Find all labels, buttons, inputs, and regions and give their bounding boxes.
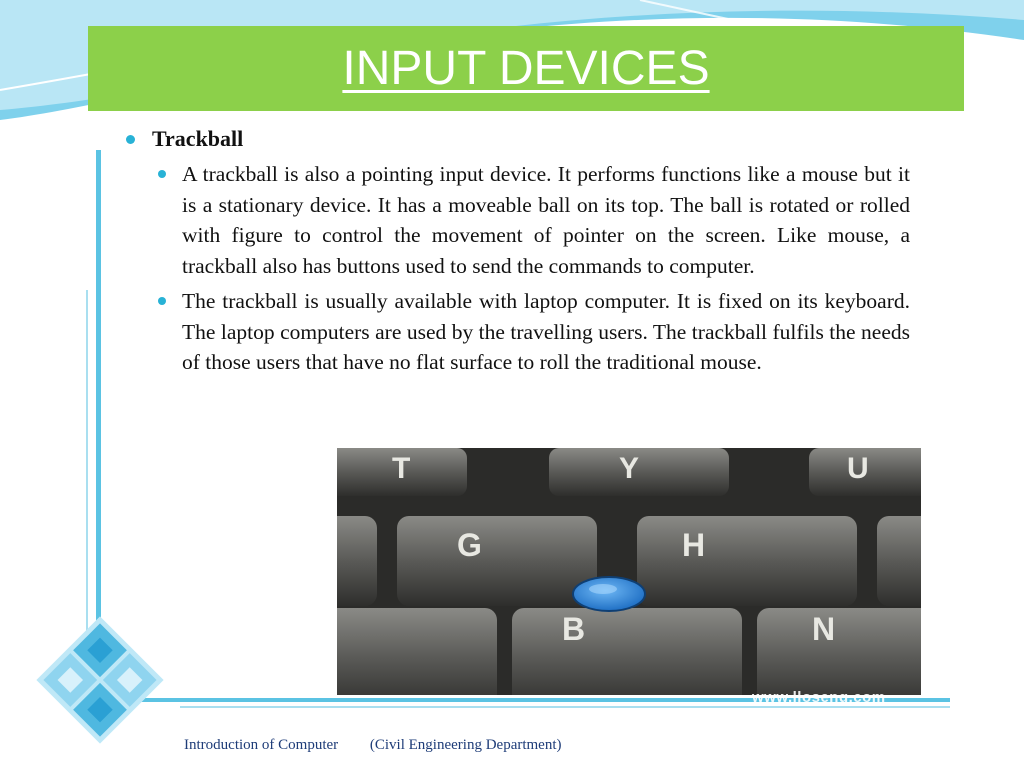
slide-footer [184, 737, 590, 754]
footer-department: (Civil Engineering Department) [369, 737, 562, 753]
bottom-accent-line [180, 706, 950, 708]
footer-course: Introduction of Computer [184, 737, 339, 753]
key-h-label: H [682, 527, 706, 563]
photo-watermark: www.lloseng.com [752, 689, 886, 706]
diamond-pattern-decoration [30, 610, 170, 750]
sub-bullet [152, 159, 910, 281]
title-band [88, 26, 964, 111]
bullet-dot-icon [158, 297, 166, 305]
bullet-dot-icon [158, 170, 166, 178]
key-t-label: T [392, 452, 411, 485]
trackball-keyboard-photo [337, 448, 921, 695]
bullet-text: A trackball is also a pointing input device. It performs functions like a mouse but it is a stationary device. It has a moveable ball on its top. The ball is rotated or rolled with figure to control the movement of pointer on the screen. Like mouse, a trackball also has buttons used to send the commands to computer. [182, 162, 910, 278]
key-b-label: B [562, 611, 586, 647]
bullet-text: The trackball is usually available with laptop computer. It is fixed on its keyboard. The laptop computers are used by the travelling users. The trackball fulfils the needs of those users that have no flat surface to roll the traditional mouse. [182, 289, 910, 374]
key-y-label: Y [619, 452, 640, 485]
trackball-icon [573, 577, 645, 611]
bullet-heading [120, 124, 910, 154]
slide-content [120, 124, 910, 378]
key-n-label: N [812, 611, 836, 647]
key-g-label: G [457, 527, 482, 563]
heading-text: Trackball [152, 126, 244, 151]
key-u-label: U [847, 452, 869, 485]
slide-title: INPUT DEVICES [342, 42, 710, 95]
bullet-dot-icon [126, 135, 135, 144]
sub-bullet [152, 286, 910, 378]
